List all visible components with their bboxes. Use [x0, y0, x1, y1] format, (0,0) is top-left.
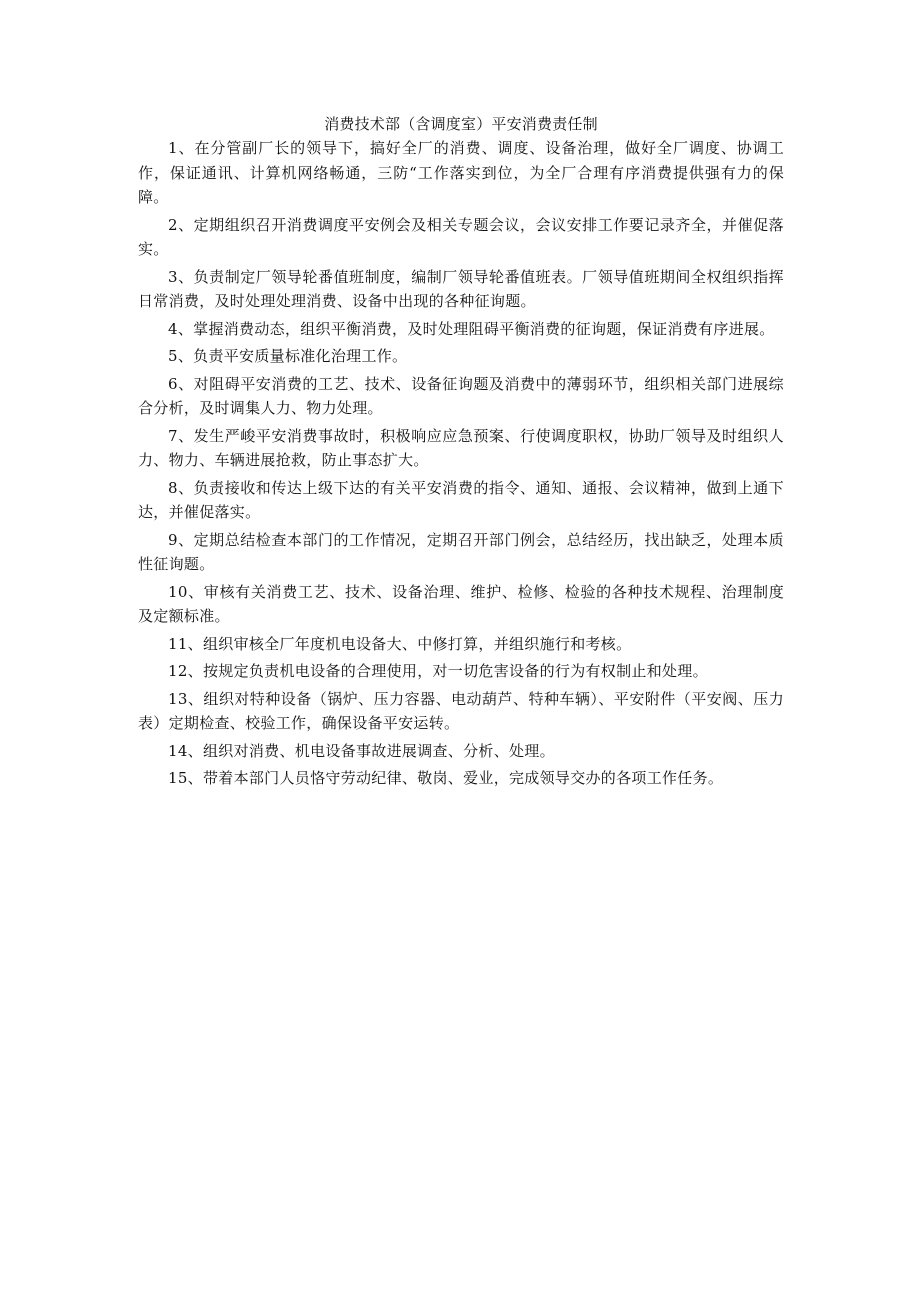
clause-item: 10、审核有关消费工艺、技术、设备治理、维护、检修、检验的各种技术规程、治理制度及定额标准。 [138, 582, 784, 625]
clause-item: 15、带着本部门人员恪守劳动纪律、敬岗、爱业，完成领导交办的各项工作任务。 [168, 769, 724, 787]
clause-item: 3、负责制定厂领导轮番值班制度，编制厂领导轮番值班表。厂领导值班期间全权组织指挥日常消费，及时处理处理消费、设备中出现的各种征询题。 [138, 267, 784, 310]
clause-item: 6、对阻碍平安消费的工艺、技术、设备征询题及消费中的薄弱环节，组织相关部门进展综合分析，及时调集人力、物力处理。 [138, 374, 784, 417]
clause-item: 2、定期组织召开消费调度平安例会及相关专题会议，会议安排工作要记录齐全，并催促落实。 [138, 215, 784, 258]
clause-list [138, 136, 784, 791]
document-page [138, 112, 784, 794]
clause-item: 8、负责接收和传达上级下达的有关平安消费的指令、通知、通报、会议精神，做到上通下达，并催促落实。 [138, 478, 784, 521]
clause-item: 11、组织审核全厂年度机电设备大、中修打算，并组织施行和考核。 [168, 634, 632, 653]
clause-item: 13、组织对特种设备（锅炉、压力容器、电动葫芦、特种车辆）、平安附件（平安阀、压力表）定期检查、校验工作，确保设备平安运转。 [138, 689, 784, 732]
document-title: 消费技术部（含调度室）平安消费责任制 [324, 115, 598, 133]
clause-item: 7、发生严峻平安消费事故时，积极响应应急预案、行使调度职权，协助厂领导及时组织人力、物力、车辆进展抢救，防止事态扩大。 [138, 426, 784, 469]
clause-item: 4、掌握消费动态，组织平衡消费，及时处理阻碍平衡消费的征询题，保证消费有序进展。 [168, 319, 775, 338]
clause-item: 9、定期总结检查本部门的工作情况，定期召开部门例会，总结经历，找出缺乏，处理本质性征询题。 [138, 530, 784, 573]
clause-item: 14、组织对消费、机电设备事故进展调查、分析、处理。 [168, 741, 555, 760]
clause-item: 12、按规定负责机电设备的合理使用，对一切危害设备的行为有权制止和处理。 [168, 662, 708, 680]
clause-item: 1、在分管副厂长的领导下，搞好全厂的消费、调度、设备治理，做好全厂调度、协调工作，保证通讯、计算机网络畅通，三防“工作落实到位，为全厂合理有序消费提供强有力的保障。 [138, 139, 784, 206]
clause-item: 5、负责平安质量标准化治理工作。 [168, 347, 408, 365]
